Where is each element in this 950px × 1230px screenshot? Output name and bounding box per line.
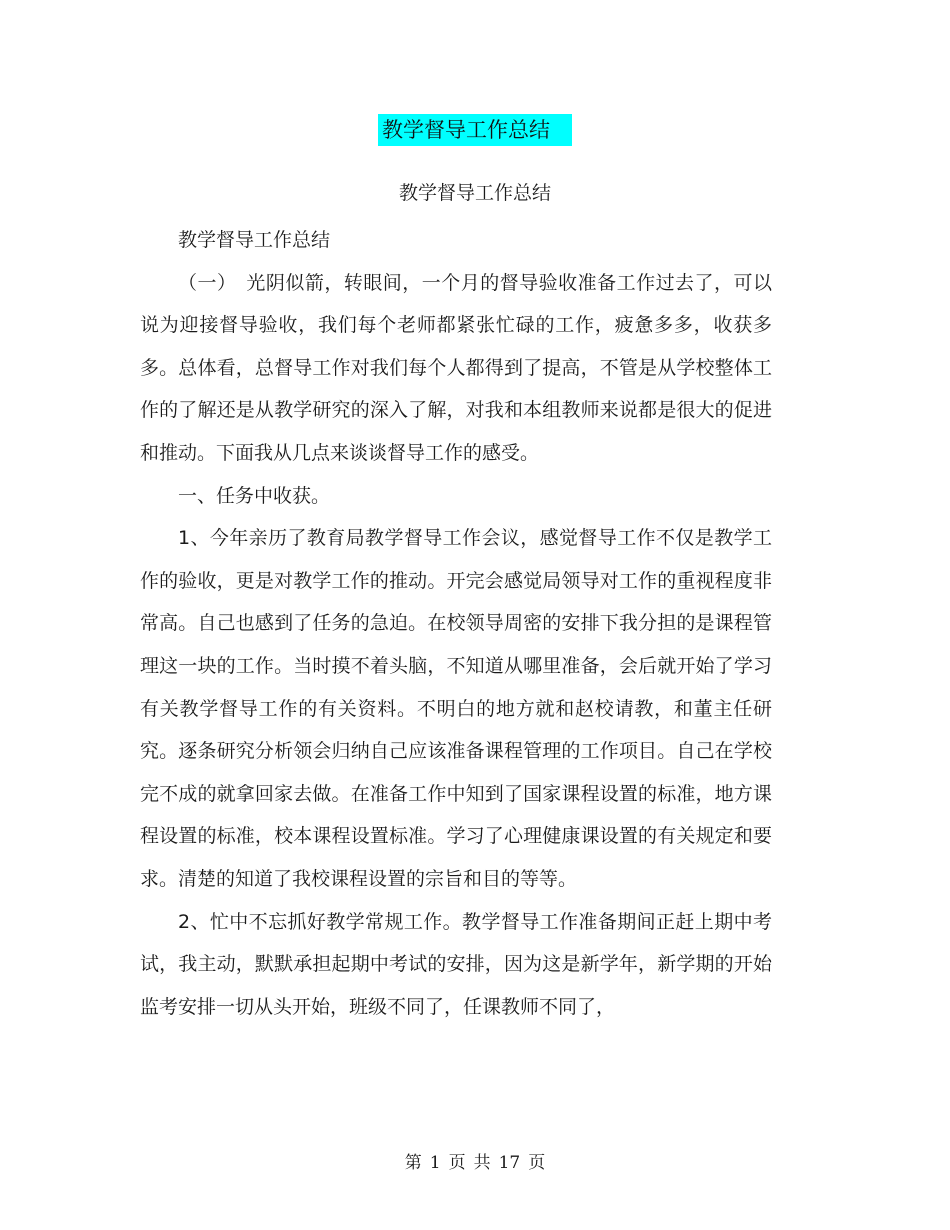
paragraph-heading: 教学督导工作总结 [178, 229, 331, 251]
paragraph-section-heading: 一、任务中收获。 [178, 484, 331, 507]
footer-page-label: 页 [448, 1153, 466, 1173]
document-title-container [0, 114, 950, 146]
paragraph-item-2: 2、忙中不忘抓好教学常规工作。教学督导工作准备期间正赶上期中考试，我主动，默默承担起期中考试的安排，因为这是新学年，新学期的开始监考安排一切从头开始，班级不同了，任课教师不同了， [140, 910, 772, 1018]
footer-page-prefix: 第 [404, 1153, 422, 1173]
document-body [140, 219, 772, 1028]
footer-total-label: 页 [528, 1153, 546, 1173]
footer-total-prefix: 共 [473, 1153, 491, 1173]
paragraph-intro: （一） 光阴似箭，转眼间，一个月的督导验收准备工作过去了，可以说为迎接督导验收，我们每个老师都紧张忙碌的工作，疲惫多多，收获多多。总体看，总督导工作对我们每个人都得到了提高，不管是从学校整体工作的了解还是从教学研究的深入了解，对我和本组教师来说都是很大的促进和推动。下面我从几点来谈谈督导工作的感受。 [140, 271, 772, 464]
paragraph-item-1: 1、今年亲历了教育局教学督导工作会议，感觉督导工作不仅是教学工作的验收，更是对教学工作的推动。开完会感觉局领导对工作的重视程度非常高。自己也感到了任务的急迫。在校领导周密的安排下我分担的是课程管理这一块的工作。当时摸不着头脑，不知道从哪里准备，会后就开始了学习有关教学督导工作的有关资料。不明白的地方就和赵校请教，和董主任研究。逐条研究分析领会归纳自己应该准备课程管理的工作项目。自己在学校完不成的就拿回家去做。在准备工作中知到了国家课程设置的标准，地方课程设置的标准，校本课程设置标准。学习了心理健康课设置的有关规定和要求。清楚的知道了我校课程设置的宗旨和目的等等。 [140, 527, 772, 890]
footer-total-pages: 17 [498, 1153, 521, 1173]
document-title: 教学督导工作总结 [378, 114, 572, 146]
document-subtitle: 教学督导工作总结 [398, 182, 551, 204]
page-footer [0, 1150, 950, 1176]
footer-page-number: 1 [429, 1153, 441, 1173]
